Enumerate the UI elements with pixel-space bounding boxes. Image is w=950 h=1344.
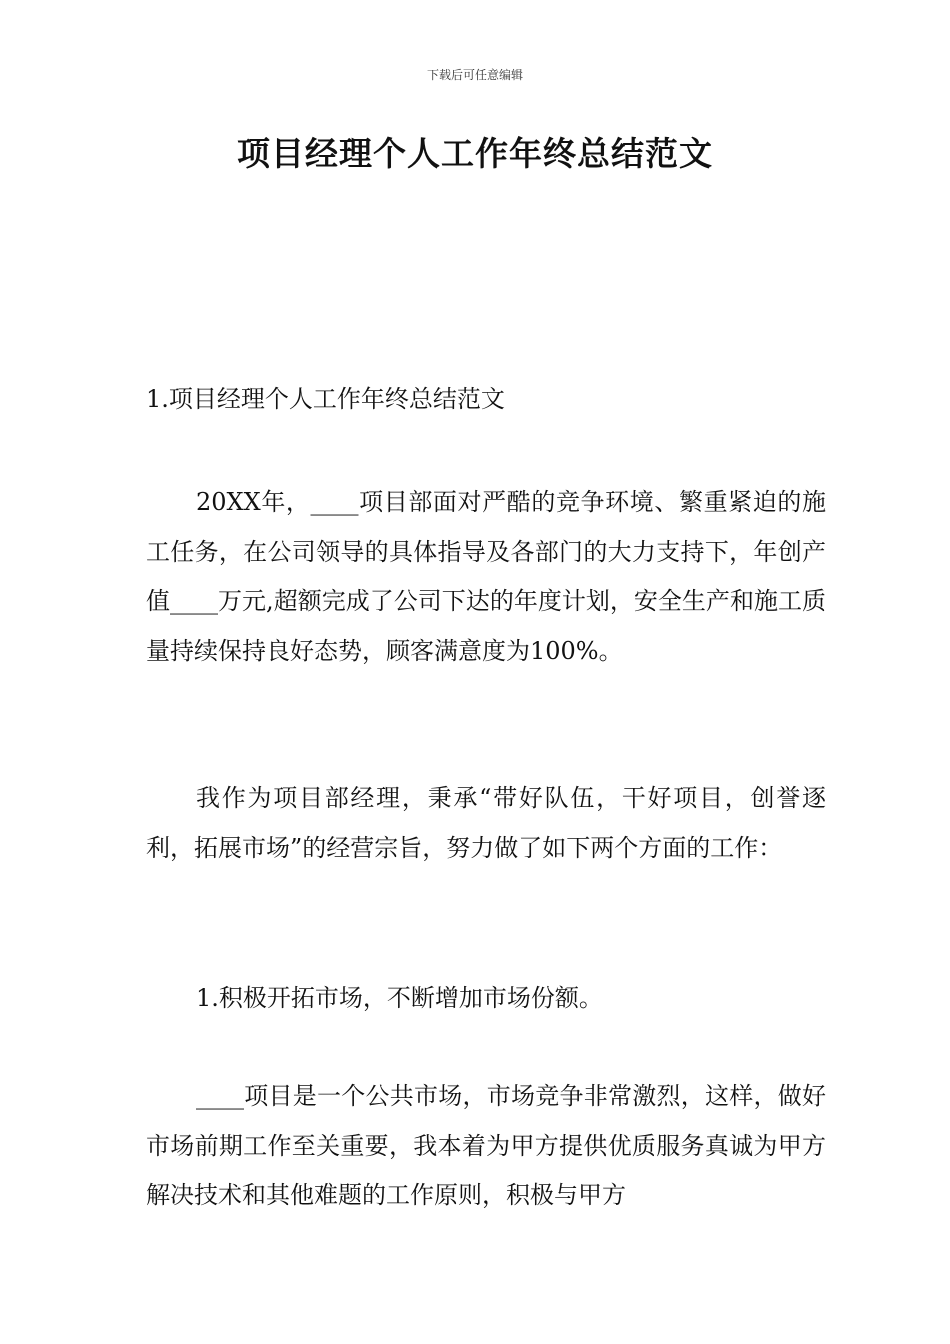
paragraph: ____项目是一个公共市场，市场竞争非常激烈，这样，做好市场前期工作至关重要，我本着为甲方提供优质服务真诚为甲方解决技术和其他难题的工作原则，积极与甲方 — [146, 1082, 826, 1209]
paragraph: 1.积极开拓市场，不断增加市场份额。 — [196, 984, 603, 1012]
header-note: 下载后可任意编辑 — [426, 68, 523, 82]
document-title: 项目经理个人工作年终总结范文 — [237, 134, 713, 173]
paragraph: 我作为项目部经理，秉承“带好队伍，干好项目，创誉逐利，拓展市场”的经营宗旨，努力做了如下两个方面的工作： — [146, 784, 826, 862]
section-heading: 1.项目经理个人工作年终总结范文 — [146, 385, 505, 413]
paragraph: 20XX年，____项目部面对严酷的竞争环境、繁重紧迫的施工任务，在公司领导的具体指导及各部门的大力支持下，年创产值____万元,超额完成了公司下达的年度计划，安全生产和施工质量持续保持良好态势，顾客满意度为100%。 — [146, 488, 826, 665]
